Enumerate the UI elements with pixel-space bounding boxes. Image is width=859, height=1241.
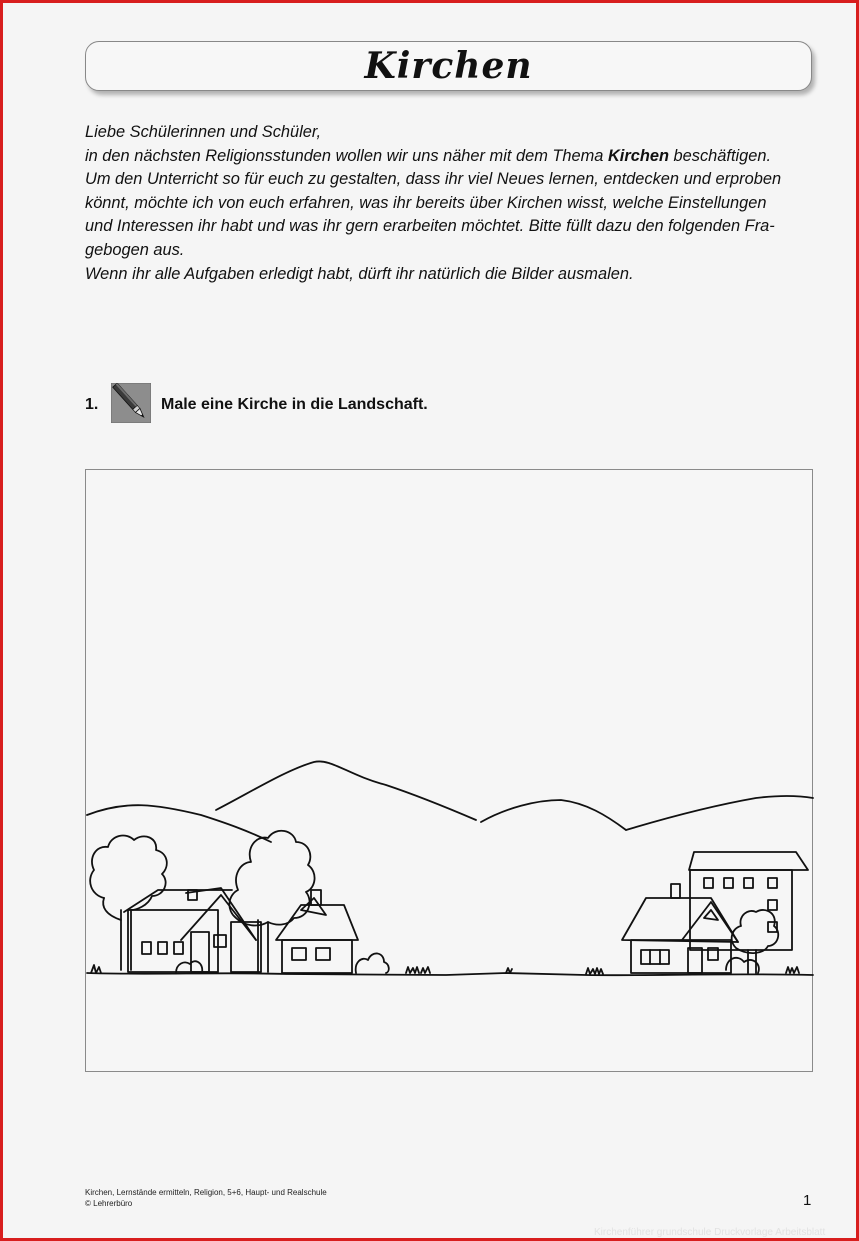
intro-line (85, 145, 815, 169)
drawing-area[interactable] (85, 469, 813, 1072)
house-left (124, 888, 261, 972)
tree-center (229, 831, 314, 972)
footer-source: Kirchen, Lernstände ermitteln, Religion, 5+6, Haupt- und Realschule (85, 1188, 327, 1197)
house-small (276, 890, 358, 973)
landscape-illustration (86, 470, 814, 1073)
intro-topic-bold: Kirchen (607, 146, 669, 165)
house-right (622, 884, 738, 973)
footer (85, 1188, 327, 1209)
footer-copyright: © Lehrerbüro (85, 1198, 133, 1208)
intro-line: Wenn ihr alle Aufgaben erledigt habt, dürft ihr natürlich die Bilder ausmalen. (85, 264, 634, 283)
mountain-outline (626, 796, 813, 830)
mountain-outline (216, 761, 476, 820)
intro-line-text: beschäftigen. (669, 146, 772, 165)
task-instruction: Male eine Kirche in die Landschaft. (161, 396, 428, 413)
task-1 (85, 383, 685, 423)
bush (356, 953, 389, 973)
page-title: Kirchen (364, 45, 533, 87)
watermark: Kirchenführer grundschule Druckvorlage Arbeitsblatt (594, 1227, 826, 1238)
intro-greeting: Liebe Schülerinnen und Schüler, (85, 123, 322, 141)
mountain-outline (481, 800, 626, 830)
intro-line-text: in den nächsten Religionsstunden wollen wir uns näher mit dem Thema (85, 146, 608, 165)
building-right (689, 852, 808, 950)
page-number: 1 (803, 1192, 812, 1209)
intro-text (85, 121, 815, 286)
intro-line: gebogen aus. (85, 240, 185, 259)
intro-line: und Interessen ihr habt und was ihr gern erarbeiten möchtet. Bitte füllt dazu den folgenden Fra- (85, 217, 775, 236)
mountain-outline (87, 805, 271, 842)
title-banner (85, 41, 812, 91)
pencil-icon (111, 383, 151, 423)
task-number: 1. (85, 396, 99, 413)
intro-line: Um den Unterricht so für euch zu gestalten, dass ihr viel Neues lernen, entdecken und erproben (85, 170, 782, 189)
intro-line: könnt, möchte ich von euch erfahren, was ihr bereits über Kirchen wisst, welche Einstellungen (85, 193, 767, 212)
